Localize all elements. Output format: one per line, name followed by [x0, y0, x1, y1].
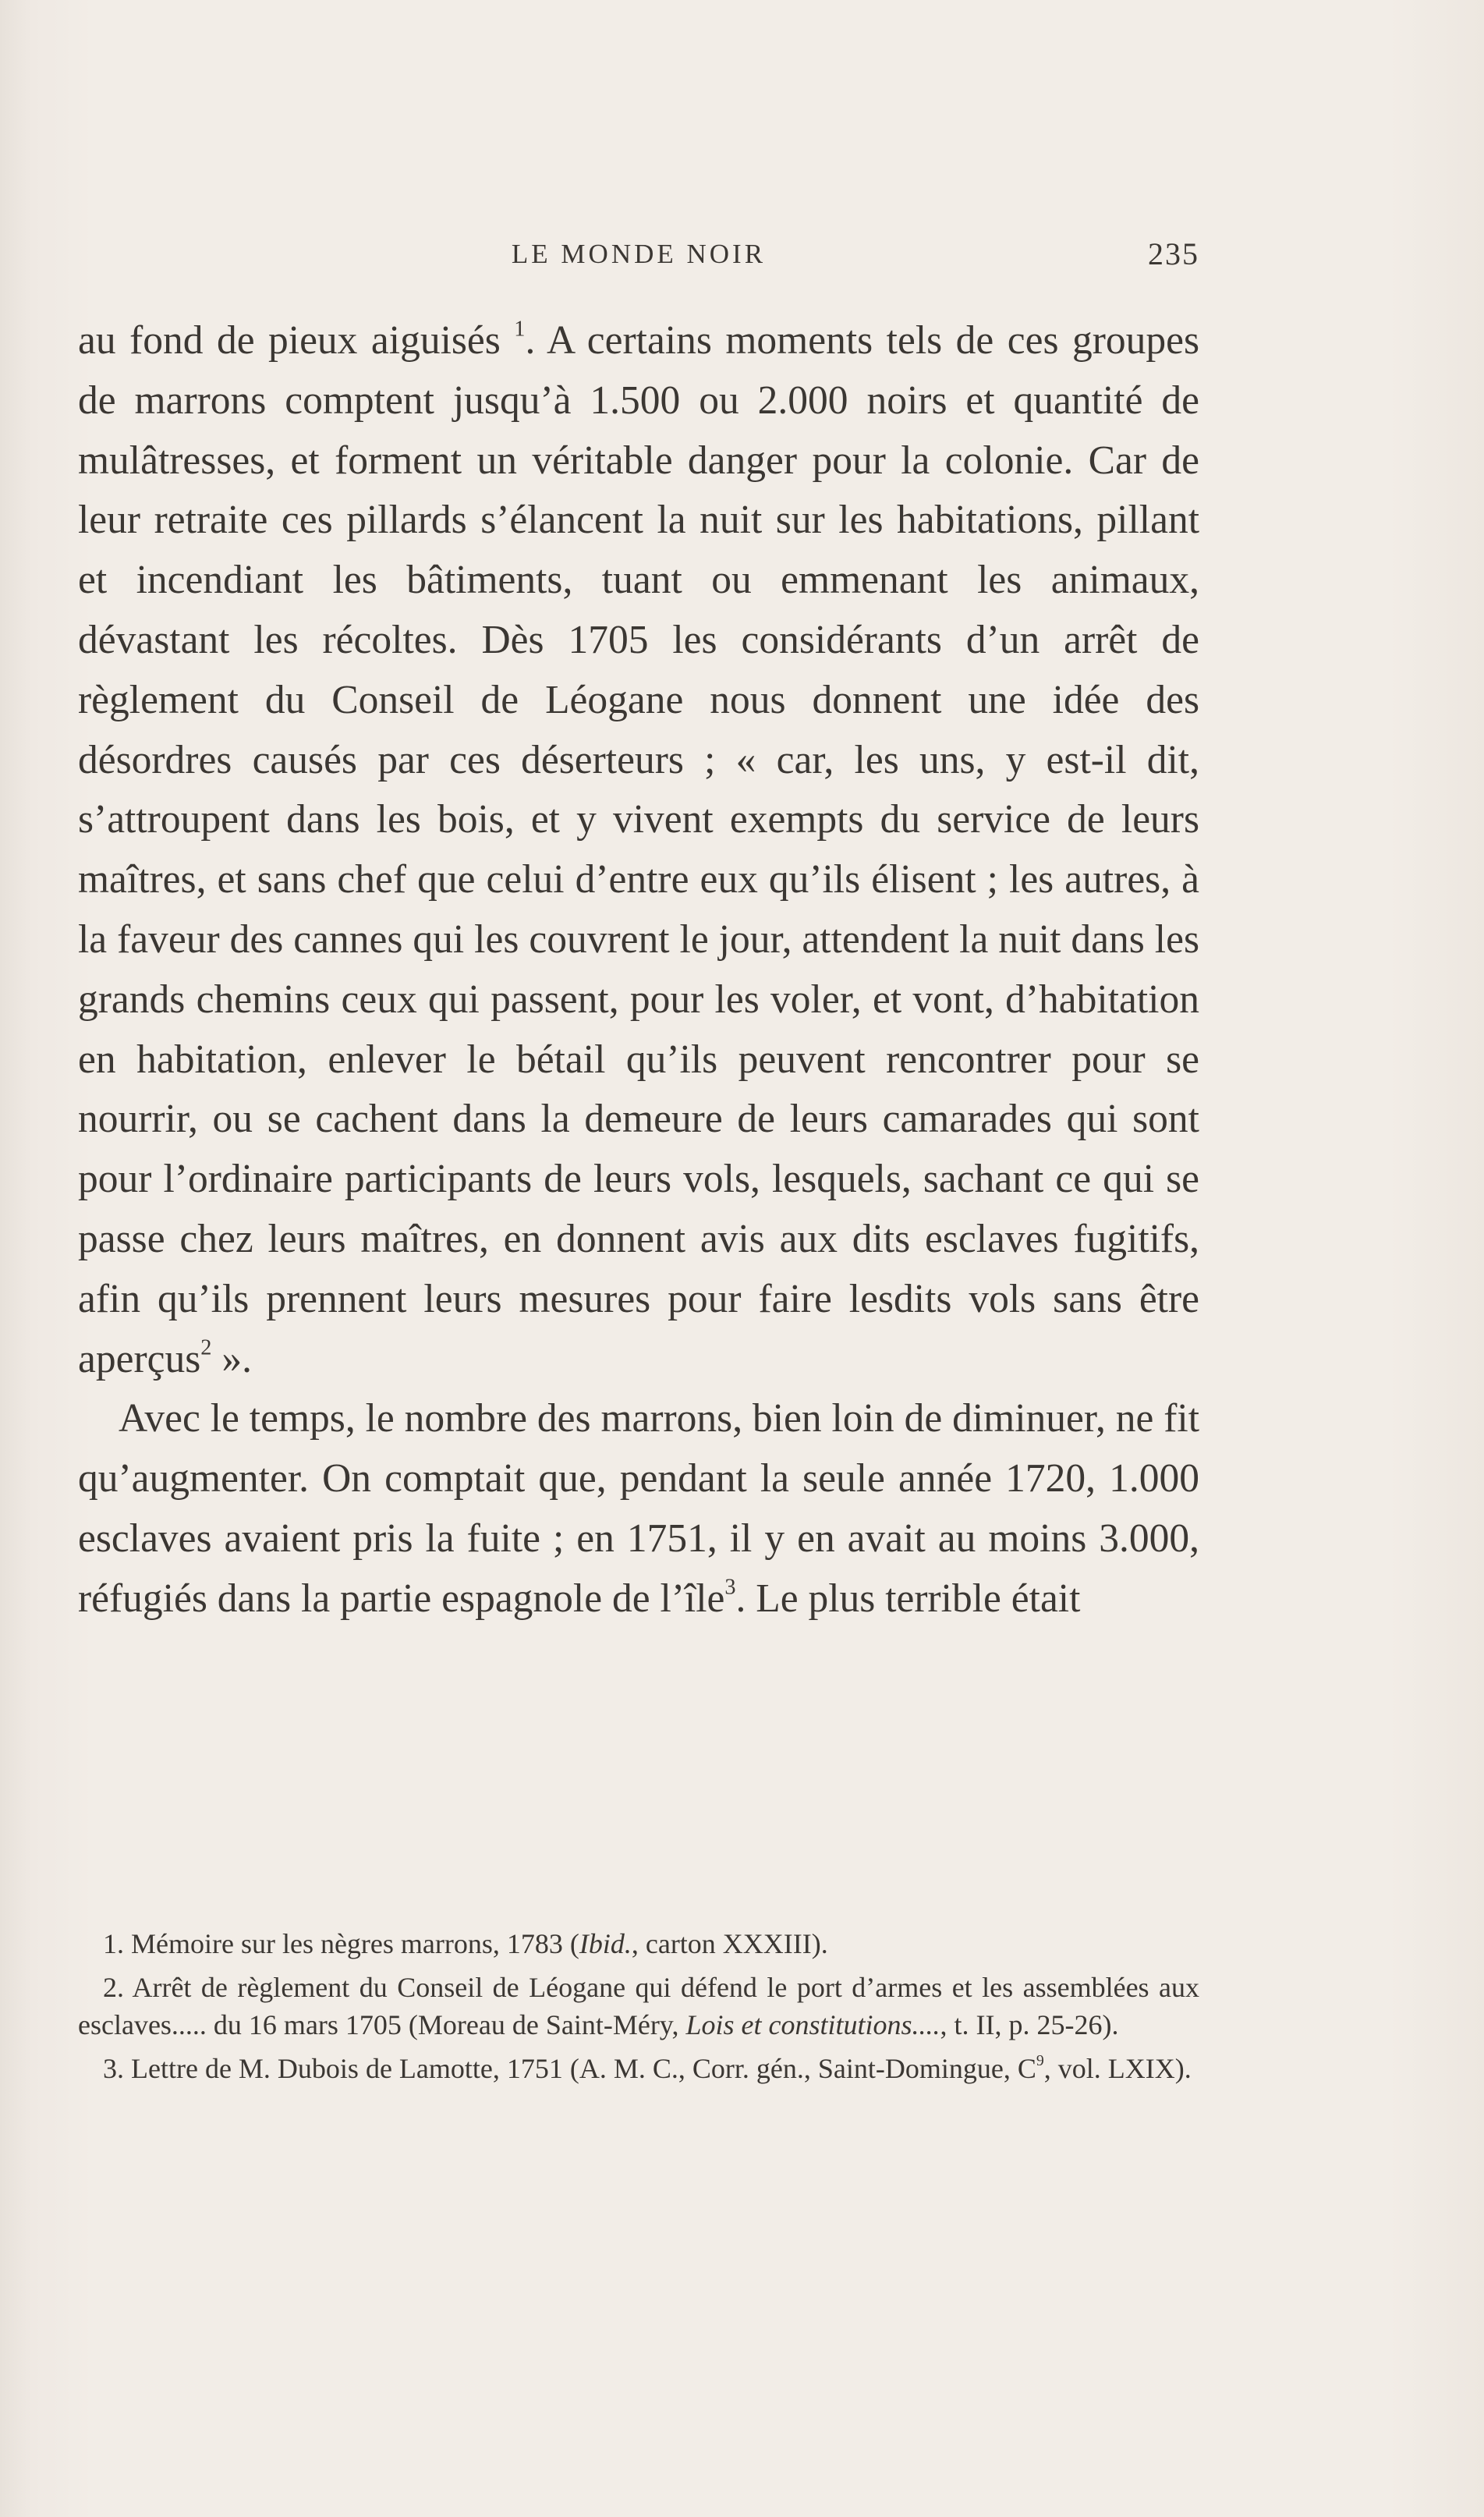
footnote-ref-3: 3: [724, 1575, 736, 1600]
page-number: 235: [1148, 236, 1199, 271]
footnote-2-italic: Lois et constitutions....: [685, 2009, 940, 2040]
footnote-ref-2: 2: [200, 1335, 212, 1360]
footnote-3-number: 3.: [103, 2053, 124, 2084]
paragraph-1-text-c: ».: [211, 1336, 252, 1381]
footnote-2: [78, 1969, 1199, 2044]
body-text: [78, 311, 1199, 1629]
footnote-ref-1: 1: [514, 317, 526, 342]
footnote-3-superscript: 9: [1036, 2052, 1044, 2070]
footnote-2-number: 2.: [103, 1972, 124, 2003]
footnote-1-number: 1.: [103, 1928, 124, 1959]
paragraph-2-text-b: . Le plus terrible était: [735, 1576, 1081, 1621]
running-title: LE MONDE NOIR: [511, 239, 767, 269]
paragraph-1-text-a: au fond de pieux aiguisés: [78, 318, 515, 363]
paragraph-1-text-b: . A certains moments tels de ces groupes de marrons comptent jusqu’à 1.500 ou 2.000 noirs et quantité de mulâtresses, et forment un véritable danger pour la colonie. Car de leur retraite ces pillards s’élancent la nuit sur les habitations, pillant et incendiant les bâtiments, tuant ou emmenant les animaux, dévastant les récoltes. Dès 1705 les considérants d’un arrêt de règlement du Conseil de Léogane nous donnent une idée des désordres causés par ces déserteurs ; « car, les uns, y est-il dit, s’attroupent dans les bois, et y vivent exempts du service de leurs maîtres, et sans chef que celui d’entre eux qu’ils élisent ; les autres, à la faveur des cannes qui les couvrent le jour, attendent la nuit dans les grands chemins ceux qui passent, pour les voler, et vont, d’habitation en habitation, enlever le bétail qu’ils peuvent rencontrer pour se nourrir, ou se cachent dans la demeure de leurs camarades qui sont pour l’ordinaire participants de leurs vols, lesquels, sachant ce qui se passe chez leurs maîtres, en donnent avis aux dits esclaves fugitifs, afin qu’ils prennent leurs mesures pour faire lesdits vols sans être aperçus: [78, 318, 1199, 1381]
footnote-3-text: Lettre de M. Dubois de Lamotte, 1751 (A. M. C., Corr. gén., Saint-Domingue, C: [124, 2053, 1036, 2084]
paragraph-2: [78, 1389, 1199, 1629]
page-header: [78, 232, 1199, 276]
footnote-1-text: Mémoire sur les nègres marrons, 1783 (: [124, 1928, 579, 1959]
footnote-1: [78, 1925, 1199, 1962]
paragraph-1: [78, 311, 1199, 1389]
footnotes: [78, 1925, 1199, 2093]
footnote-2-text-end: , t. II, p. 25-26).: [940, 2009, 1119, 2040]
paragraph-2-text-a: Avec le temps, le nombre des marrons, bien loin de diminuer, ne fit qu’augmenter. On comptait que, pendant la seule année 1720, 1.000 esclaves avaient pris la fuite ; en 1751, il y en avait au moins 3.000, réfugiés dans la partie espagnole de l’île: [78, 1396, 1199, 1621]
footnote-3-text-end: , vol. LXIX).: [1043, 2053, 1192, 2084]
footnote-1-text-end: , carton XXXIII).: [631, 1928, 828, 1959]
footnote-1-italic: Ibid.: [579, 1928, 632, 1959]
footnote-3: [78, 2050, 1199, 2087]
footnote-2-text: Arrêt de règlement du Conseil de Léogane qui défend le port d’armes et les assemblées aux esclaves..... du 16 mars 1705 (Moreau de Saint-Méry,: [78, 1972, 1199, 2040]
